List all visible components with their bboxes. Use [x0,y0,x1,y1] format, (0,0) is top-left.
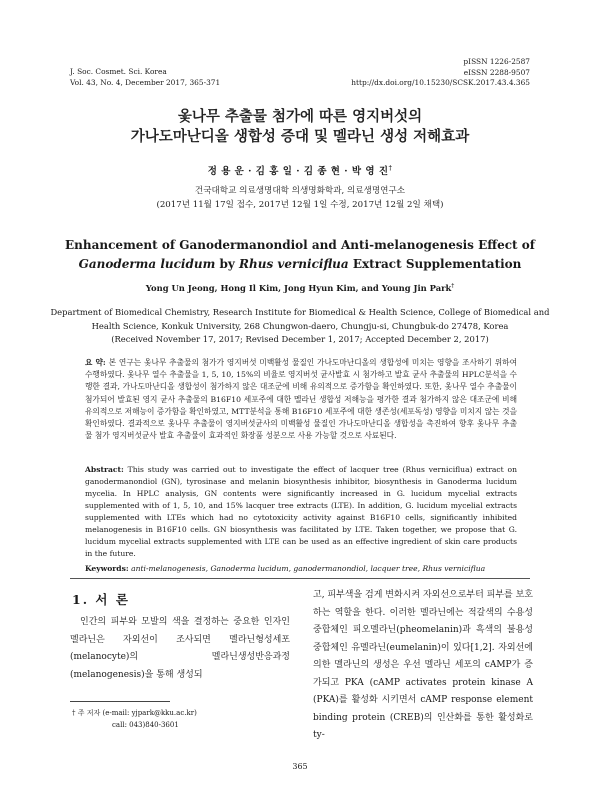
korean-abstract-label: 요 약: [85,358,106,367]
korean-authors [0,163,600,177]
korean-affiliation-block [0,185,600,212]
corresponding-mark-en: † [451,283,455,290]
english-title-line2 [40,255,560,274]
english-affiliation-block [40,306,560,347]
title-by: by [215,257,240,271]
english-authors [0,283,600,293]
english-title-line1: Enhancement of Ganodermanondiol and Anti-melanogenesis Effect of [65,238,535,252]
footnote [72,707,197,731]
doi-link[interactable]: http://dx.doi.org/10.15230/SCSK.2017.43.4.365 [351,78,530,88]
korean-title [0,107,600,147]
korean-abstract-text: 본 연구는 옻나무 추출물의 첨가가 영지버섯 미백활성 물질인 가나도마난디올의 생합성에 미치는 영향을 조사하기 위하여 수행하였다. 옻나무 열수 추출물을 1, 5, 10, 15%의 비율로 영지버섯 균사발효 시 첨가하고 발효 균사 추출물의 HPLC분석을 수행한 결과, 가나도마난디올 생합성이 첨가하지 않은 대조군에 비해 유의적으로 증가함을 확인하였다. 또한, 옻나무 열수 추출물이 첨가되어 발효된 영지 균사 추출물의 B16F10 세포주에 대한 멜라닌 생합성 저해능을 평가한 결과 첨가하지 않은 대조군에 비해 유의적으로 저해능이 증가함을 확인하였고, MTT분석을 통해 B16F10 세포주에 대한 생존성(세포독성) 영향을 미치지 않는 것을 확인하였다. 결과적으로 옻나무 추출물이 영지버섯균사의 미백활성 물질인 가나도마난디올 생합성을 촉진하여 향후 옻나무 추출물 첨가 영지버섯균사 발효 추출물이 효과적인 화장품 성분으로 사용 가능할 것으로 사료된다. [85,358,517,441]
korean-abstract [85,357,517,442]
korean-author-list: 정 용 운 · 김 홍 일 · 김 종 현 · 박 영 진 [207,166,389,177]
title-end: Extract Supplementation [348,257,522,271]
korean-affiliation: 건국대학교 의료생명대학 의생명화학과, 의료생명연구소 [194,186,406,196]
english-title [40,236,560,274]
english-abstract-label: Abstract: [85,465,124,474]
eissn: eISSN 2288-9507 [463,67,530,77]
journal-header-left [70,67,220,88]
corresponding-mark: † [388,164,393,172]
title-species-2: Rhus verniciflua [239,257,349,271]
korean-title-line1: 옻나무 추출물 첨가에 따른 영지버섯의 [177,108,423,125]
footnote-phone: call: 043)840-3601 [112,721,179,729]
section-heading-introduction: 1. 서 론 [72,592,130,607]
journal-name: J. Soc. Cosmet. Sci. Korea [70,67,167,76]
footnote-rule [70,701,170,702]
page-number: 365 [292,762,308,771]
english-dates: (Received November 17, 2017; Revised December 1, 2017; Accepted December 2, 2017) [111,334,489,344]
keywords [85,563,517,575]
title-species-1: Ganoderma lucidum [78,257,216,271]
korean-dates: (2017년 11월 17일 접수, 2017년 12월 1일 수정, 2017년 12월 2일 채택) [156,199,444,210]
korean-title-line2: 가나도마난디올 생합성 증대 및 멜라닌 생성 저해효과 [130,128,470,145]
pissn: pISSN 1226-2587 [463,57,530,66]
journal-header-right [351,57,530,89]
keywords-text: anti-melanogenesis, Ganoderma lucidum, ganodermanondiol, lacquer tree, Rhus verniciflua [128,564,486,573]
journal-volume: Vol. 43, No. 4, December 2017, 365-371 [70,77,221,87]
footnote-email: † 주 저자 (e-mail: yjpark@kku.ac.kr) [72,709,197,717]
english-abstract [85,464,517,560]
section-divider [70,578,530,579]
body-left-column: 인간의 피부와 모발의 색을 결정하는 중요한 인자인 멜라닌은 자외선이 조사되면 멜라닌형성세포(melanocyte)의 멜라닌생성반응과정(melanogenesis)을 통해 생성되 [70,617,290,680]
english-affiliation: Department of Biomedical Chemistry, Research Institute for Biomedical & Health Science, College of Biomedical and Health Science, Konkuk University, 268 Chungwon-daero, Chungju-si, Chungbuk-do 27478, Korea [50,307,550,331]
keywords-label: Keywords: [85,564,129,573]
english-abstract-text: This study was carried out to investigate the effect of lacquer tree (Rhus verniciflua) extract on ganodermanondiol (GN), tyrosinase and melanin biosynthesis inhibitor, biosynthesis in Ganoderma lucidum mycelia. In HPLC analysis, GN contents were significantly increased in G. lucidum mycelial extracts supplemented with of 1, 5, 10, and 15% lacquer tree extracts (LTE). In addition, G. lucidum mycelial extracts supplemented with LTEs which had no cytotoxicity activity against B16F10 cells, significantly inhibited melanogenesis in B16F10 cells. GN biosynthesis was facilitated by LTE. Taken together, we propose that G. lucidum mycelial extracts supplemented with LTE can be used as an effective ingredient of skin care products in the future. [85,465,517,558]
body-right-column: 고, 피부색을 검게 변화시켜 자외선으로부터 피부를 보호하는 역할을 한다. 이러한 멜라닌에는 적갈색의 수용성 중합체인 피오멜라닌(pheomelanin)과 흑색의 불용성 중합체인 유멜라닌(eumelanin)이 있다[1,2]. 자외선에 의한 멜라닌의 생성은 우선 멜라닌 세포의 cAMP가 증가되고 PKA (cAMP activates protein kinase A (PKA)를 활성화 시키면서 cAMP response element binding protein (CREB)의 인산화를 통한 활성화로 ty- [313,590,533,740]
english-author-list: Yong Un Jeong, Hong Il Kim, Jong Hyun Kim, and Young Jin Park [145,283,452,293]
